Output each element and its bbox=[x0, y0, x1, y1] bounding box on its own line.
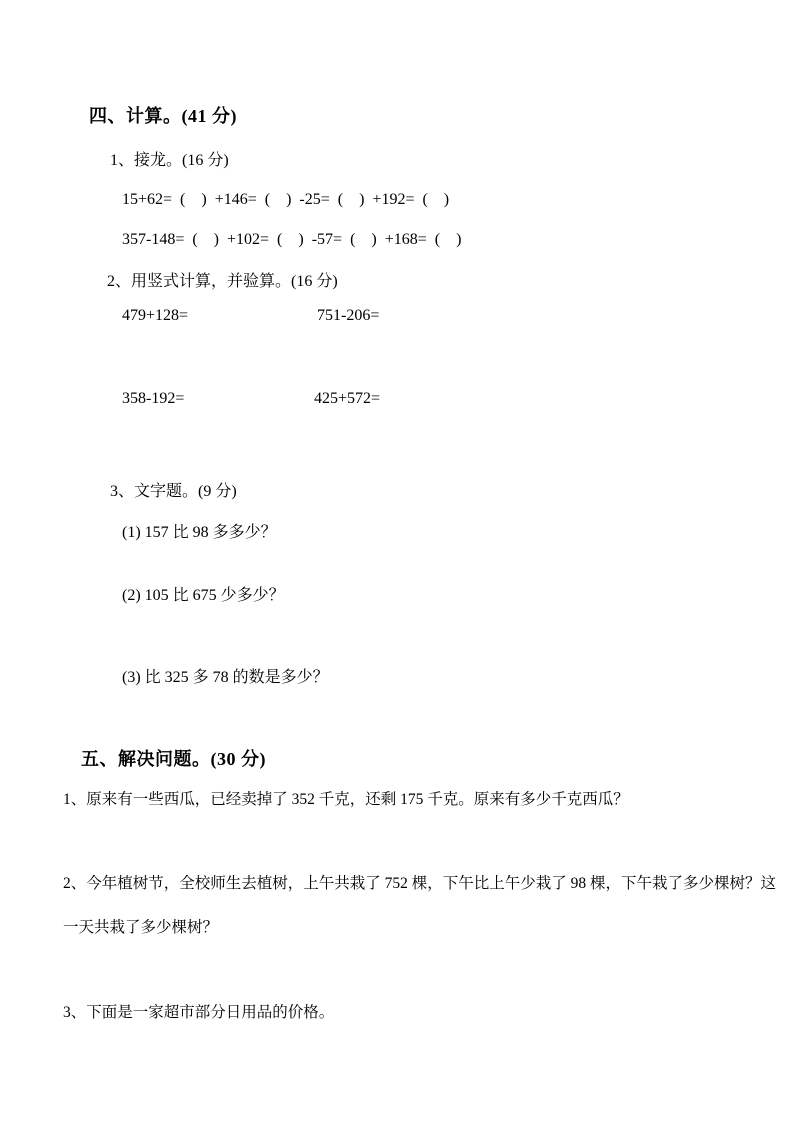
question-chain-label: 1、接龙。(16 分) bbox=[110, 152, 229, 169]
solve-problem-2-line-1: 2、今年植树节，全校师生去植树，上午共栽了 752 棵，下午比上午少栽了 98 棵，下午栽了多少棵树？这 bbox=[63, 875, 777, 892]
chain-calc-row-2: 357-148= ( ) +102= ( ) -57= ( ) +168= ( ) bbox=[122, 231, 462, 248]
vertical-calc-expr-3: 358-192= bbox=[122, 390, 185, 407]
solve-problem-1: 1、原来有一些西瓜，已经卖掉了 352 千克，还剩 175 千克。原来有多少千克西瓜？ bbox=[63, 791, 629, 808]
chain-calc-row-1: 15+62= ( ) +146= ( ) -25= ( ) +192= ( ) bbox=[122, 191, 450, 208]
section-solve-heading: 五、解决问题。(30 分) bbox=[81, 749, 266, 769]
solve-problem-3: 3、下面是一家超市部分日用品的价格。 bbox=[63, 1004, 335, 1021]
solve-problem-2-line-2: 一天共栽了多少棵树？ bbox=[63, 919, 219, 936]
word-problem-3: (3) 比 325 多 78 的数是多少？ bbox=[122, 669, 329, 686]
question-vertical-calc-label: 2、用竖式计算，并验算。(16 分) bbox=[107, 273, 338, 290]
word-problem-2: (2) 105 比 675 少多少？ bbox=[122, 587, 285, 604]
section-calc-heading: 四、计算。(41 分) bbox=[89, 106, 237, 126]
vertical-calc-expr-1: 479+128= bbox=[122, 307, 189, 324]
vertical-calc-expr-4: 425+572= bbox=[314, 390, 381, 407]
vertical-calc-expr-2: 751-206= bbox=[317, 307, 380, 324]
question-word-problems-label: 3、文字题。(9 分) bbox=[110, 483, 237, 500]
word-problem-1: (1) 157 比 98 多多少？ bbox=[122, 524, 277, 541]
